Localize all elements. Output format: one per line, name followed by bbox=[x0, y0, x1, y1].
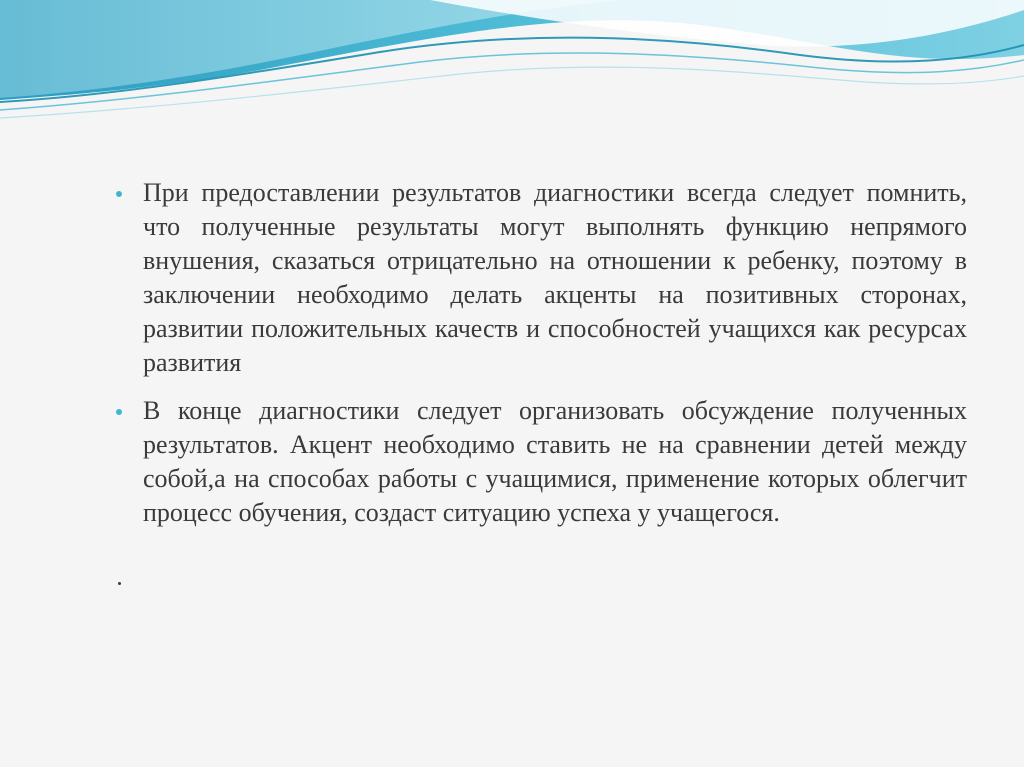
period-mark bbox=[118, 582, 121, 585]
bullet-text: При предоставлении результатов диагностики всегда следует помнить, что полученные результаты могут выполнять функцию непрямого внушения, сказаться отрицательно на отношении к ребенку, поэтому в заключении необходимо делать акценты на позитивных сторонах, развитии положительных качеств и способностей учащихся как ресурсах развития bbox=[143, 178, 967, 377]
wave-header-decoration bbox=[0, 0, 1024, 130]
bullet-dot-icon bbox=[116, 409, 122, 415]
bullet-item bbox=[112, 176, 967, 380]
bullet-text: В конце диагностики следует организовать обсуждение полученных результатов. Акцент необходимо ставить не на сравнении детей между собой,а на способах работы с учащимися, применение которых облегчит процесс обучения, создаст ситуацию успеха у учащегося. bbox=[143, 396, 967, 527]
bullet-list bbox=[112, 176, 967, 530]
slide-content bbox=[112, 176, 967, 594]
trailing-mark bbox=[112, 560, 967, 594]
bullet-item bbox=[112, 394, 967, 530]
bullet-dot-icon bbox=[116, 191, 122, 197]
